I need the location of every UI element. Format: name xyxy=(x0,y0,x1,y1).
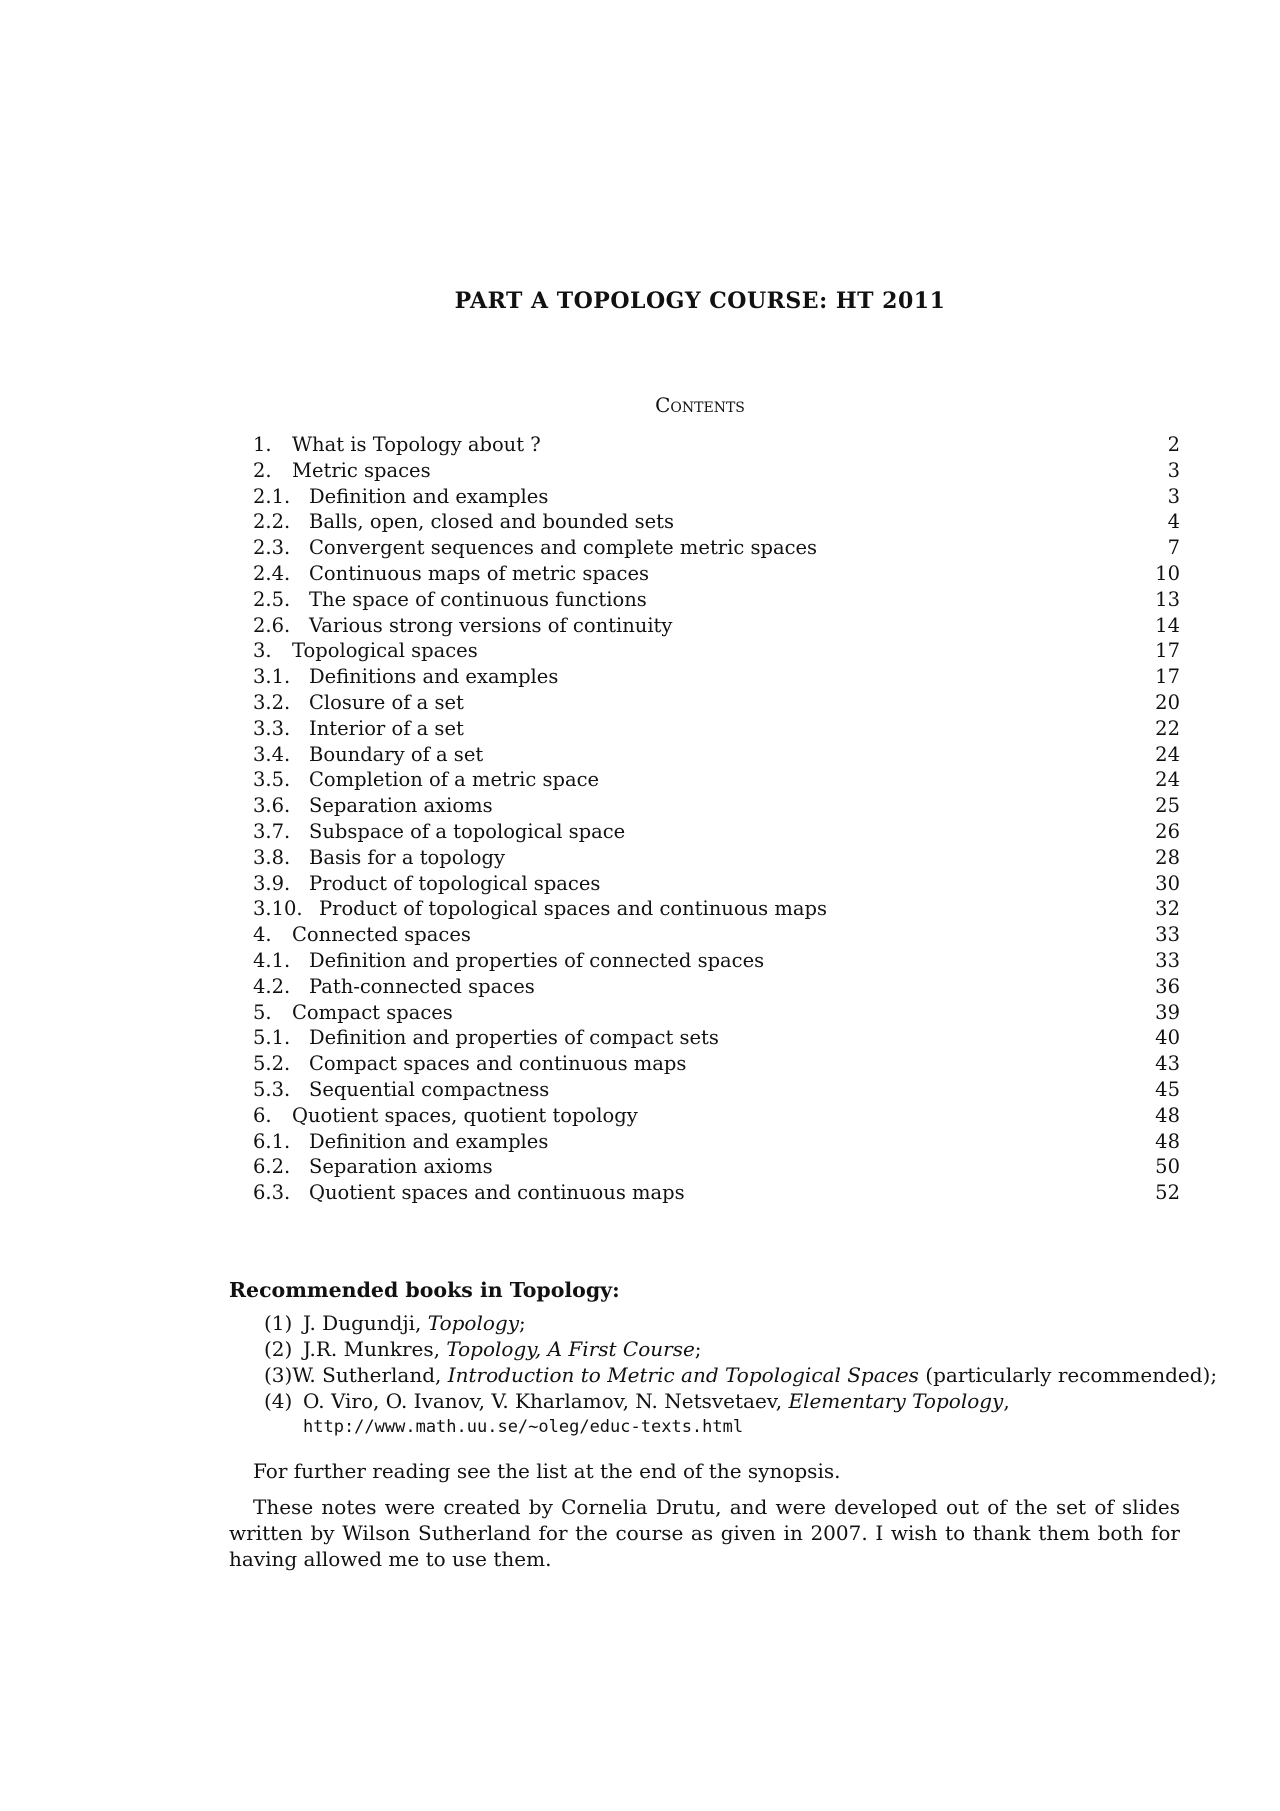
toc-entry-number: 3.7. xyxy=(253,819,291,843)
toc-entry-label: Connected spaces xyxy=(292,923,471,947)
toc-entry-label: Separation axioms xyxy=(309,794,493,818)
toc-entry-page: 36 xyxy=(1155,974,1180,998)
toc-entry-page: 22 xyxy=(1155,716,1180,740)
toc-entry-number: 3.1. xyxy=(253,665,291,689)
toc-entry-page: 3 xyxy=(1167,458,1180,482)
toc-entry-number: 5.2. xyxy=(253,1052,291,1076)
toc-entry-page: 30 xyxy=(1155,871,1180,895)
toc-entry-number: 6.2. xyxy=(253,1155,291,1179)
book-title: Elementary Topology xyxy=(788,1389,1004,1413)
toc-entry[interactable] xyxy=(253,638,1180,664)
toc-entry-page: 13 xyxy=(1155,587,1180,611)
toc-entry-page: 4 xyxy=(1167,510,1180,534)
book-title: Topology xyxy=(427,1311,519,1335)
book-item-text xyxy=(303,1388,1010,1414)
toc-entry-page: 26 xyxy=(1155,819,1180,843)
toc-entry-page: 43 xyxy=(1155,1052,1180,1076)
toc-entry-label: Closure of a set xyxy=(309,690,464,714)
toc-entry-label: Compact spaces and continuous maps xyxy=(309,1052,687,1076)
toc-entry[interactable] xyxy=(253,432,1180,458)
toc-entry-label: Product of topological spaces and continuous maps xyxy=(319,897,827,921)
acknowledgement-paragraph: These notes were created by Cornelia Drutu, and were developed out of the set of slides written by Wilson Sutherland for the course as given in 2007. I wish to thank them both for having allowed me to use them. xyxy=(229,1495,1180,1571)
toc-entry-number: 3.9. xyxy=(253,871,291,895)
book-item-number: (1) xyxy=(264,1311,293,1335)
toc-entry-label: Balls, open, closed and bounded sets xyxy=(309,510,674,534)
toc-entry-page: 20 xyxy=(1155,690,1180,714)
toc-entry[interactable] xyxy=(253,1051,1180,1077)
toc-entry-number: 2. xyxy=(253,458,272,482)
toc-entry-page: 50 xyxy=(1155,1155,1180,1179)
toc-entry[interactable] xyxy=(253,922,1180,948)
books-heading: Recommended books in Topology: xyxy=(229,1278,620,1302)
toc-entry-number: 6.3. xyxy=(253,1181,291,1205)
book-author: O. Viro, O. Ivanov, V. Kharlamov, N. Netsvetaev, xyxy=(303,1389,789,1413)
toc-entry-label: Various strong versions of continuity xyxy=(309,613,673,637)
toc-entry[interactable] xyxy=(253,1129,1180,1155)
toc-entry-label: Topological spaces xyxy=(292,639,478,663)
table-of-contents xyxy=(253,432,1180,1206)
toc-entry-label: Product of topological spaces xyxy=(309,871,601,895)
toc-entry-page: 25 xyxy=(1155,794,1180,818)
toc-entry-page: 24 xyxy=(1155,742,1180,766)
document-title: PART A TOPOLOGY COURSE: HT 2011 xyxy=(454,288,946,314)
toc-entry-label: The space of continuous functions xyxy=(309,587,647,611)
toc-entry[interactable] xyxy=(253,458,1180,484)
toc-entry-label: Sequential compactness xyxy=(309,1077,550,1101)
toc-entry-label: Continuous maps of metric spaces xyxy=(309,561,650,585)
toc-entry[interactable] xyxy=(253,1180,1180,1206)
book-note: (particularly recommended); xyxy=(918,1363,1218,1387)
toc-entry-label: Quotient spaces and continuous maps xyxy=(309,1181,685,1205)
toc-entry-number: 4.2. xyxy=(253,974,291,998)
toc-entry-label: Compact spaces xyxy=(292,1000,453,1024)
toc-entry-number: 2.5. xyxy=(253,587,291,611)
toc-entry-page: 39 xyxy=(1155,1000,1180,1024)
toc-entry-label: Basis for a topology xyxy=(309,845,505,869)
toc-entry-number: 5.1. xyxy=(253,1026,291,1050)
toc-entry-number: 4.1. xyxy=(253,948,291,972)
toc-entry-label: Separation axioms xyxy=(309,1155,493,1179)
toc-entry-label: Definition and properties of compact sets xyxy=(309,1026,719,1050)
toc-entry-number: 2.6. xyxy=(253,613,291,637)
toc-entry-number: 3. xyxy=(253,639,272,663)
book-item xyxy=(264,1336,1194,1362)
book-item-text xyxy=(303,1310,526,1336)
toc-entry[interactable] xyxy=(253,509,1180,535)
toc-entry-number: 2.3. xyxy=(253,536,291,560)
toc-entry[interactable] xyxy=(253,1103,1180,1129)
toc-entry[interactable] xyxy=(253,793,1180,819)
toc-entry-page: 45 xyxy=(1155,1077,1180,1101)
toc-entry-number: 3.5. xyxy=(253,768,291,792)
toc-entry-page: 40 xyxy=(1155,1026,1180,1050)
toc-entry[interactable] xyxy=(253,613,1180,639)
book-item-text xyxy=(292,1362,1217,1388)
toc-entry-number: 6. xyxy=(253,1103,272,1127)
toc-entry-page: 17 xyxy=(1155,665,1180,689)
toc-entry-label: Boundary of a set xyxy=(309,742,484,766)
toc-entry-label: Convergent sequences and complete metric spaces xyxy=(309,536,818,560)
toc-entry-page: 7 xyxy=(1167,536,1180,560)
toc-entry-label: What is Topology about ? xyxy=(292,433,541,456)
book-item-text xyxy=(303,1336,702,1362)
book-url-link[interactable]: http://www.math.uu.se/~oleg/educ-texts.html xyxy=(303,1417,744,1437)
toc-entry[interactable] xyxy=(253,845,1180,871)
toc-entry-label: Completion of a metric space xyxy=(309,768,600,792)
toc-entry[interactable] xyxy=(253,690,1180,716)
book-note: ; xyxy=(519,1311,526,1335)
toc-entry-label: Quotient spaces, quotient topology xyxy=(292,1103,638,1127)
contents-heading: Contents xyxy=(655,393,745,417)
toc-entry[interactable] xyxy=(253,1154,1180,1180)
toc-entry-label: Definition and properties of connected spaces xyxy=(309,948,765,972)
book-item-number: (4) xyxy=(264,1389,293,1413)
toc-entry-label: Definition and examples xyxy=(309,1129,549,1153)
toc-entry[interactable] xyxy=(253,767,1180,793)
book-title: Introduction to Metric and Topological Spaces xyxy=(447,1363,919,1387)
toc-entry-page: 33 xyxy=(1155,948,1180,972)
toc-entry-page: 2 xyxy=(1167,433,1180,456)
recommended-books-list xyxy=(264,1310,1218,1440)
further-reading-paragraph: For further reading see the list at the end of the synopsis. xyxy=(253,1459,841,1483)
toc-entry[interactable] xyxy=(253,484,1180,510)
toc-entry-label: Subspace of a topological space xyxy=(309,819,626,843)
toc-entry-number: 3.6. xyxy=(253,794,291,818)
toc-entry-number: 3.8. xyxy=(253,845,291,869)
toc-entry[interactable] xyxy=(253,561,1180,587)
toc-entry[interactable] xyxy=(253,948,1180,974)
toc-entry[interactable] xyxy=(253,1000,1180,1026)
toc-entry-page: 32 xyxy=(1155,897,1180,921)
toc-entry-number: 2.2. xyxy=(253,510,291,534)
book-item-number: (3) xyxy=(264,1363,293,1387)
toc-entry-page: 17 xyxy=(1155,639,1180,663)
toc-entry-page: 28 xyxy=(1155,845,1180,869)
toc-entry-number: 4. xyxy=(253,923,272,947)
toc-entry-number: 2.4. xyxy=(253,561,291,585)
book-note: , xyxy=(1003,1389,1010,1413)
toc-entry-number: 3.2. xyxy=(253,690,291,714)
toc-entry[interactable] xyxy=(253,587,1180,613)
toc-entry[interactable] xyxy=(253,535,1180,561)
toc-entry-number: 1. xyxy=(253,433,272,456)
book-author: W. Sutherland, xyxy=(292,1363,448,1387)
toc-entry[interactable] xyxy=(253,716,1180,742)
toc-entry[interactable] xyxy=(253,871,1180,897)
toc-entry-label: Interior of a set xyxy=(309,716,464,740)
book-title: Topology, A First Course xyxy=(446,1337,695,1361)
toc-entry-label: Definitions and examples xyxy=(309,665,559,689)
toc-entry-page: 52 xyxy=(1155,1181,1180,1205)
toc-entry-page: 3 xyxy=(1167,484,1180,508)
book-item-number: (2) xyxy=(264,1337,293,1361)
toc-entry-number: 3.3. xyxy=(253,716,291,740)
book-author: J. Dugundji, xyxy=(303,1311,428,1335)
toc-entry-number: 3.10. xyxy=(253,897,303,921)
toc-entry[interactable] xyxy=(253,819,1180,845)
toc-entry-page: 14 xyxy=(1155,613,1180,637)
toc-entry[interactable] xyxy=(253,974,1180,1000)
toc-entry[interactable] xyxy=(253,664,1180,690)
toc-entry-page: 48 xyxy=(1155,1103,1180,1127)
toc-entry-number: 2.1. xyxy=(253,484,291,508)
toc-entry[interactable] xyxy=(253,1025,1180,1051)
toc-entry-number: 5.3. xyxy=(253,1077,291,1101)
toc-entry[interactable] xyxy=(253,1077,1180,1103)
book-item xyxy=(264,1310,1194,1336)
book-author: J.R. Munkres, xyxy=(303,1337,447,1361)
toc-entry-label: Definition and examples xyxy=(309,484,549,508)
book-item xyxy=(264,1362,1218,1388)
toc-entry-page: 24 xyxy=(1155,768,1180,792)
toc-entry[interactable] xyxy=(253,896,1180,922)
toc-entry-number: 3.4. xyxy=(253,742,291,766)
toc-entry-number: 6.1. xyxy=(253,1129,291,1153)
toc-entry-label: Path-connected spaces xyxy=(309,974,535,998)
toc-entry[interactable] xyxy=(253,742,1180,768)
book-note: ; xyxy=(694,1337,702,1361)
toc-entry-label: Metric spaces xyxy=(292,458,431,482)
toc-entry-number: 5. xyxy=(253,1000,272,1024)
toc-entry-page: 10 xyxy=(1155,561,1180,585)
book-item xyxy=(264,1388,1194,1414)
toc-entry-page: 48 xyxy=(1155,1129,1180,1153)
toc-entry-page: 33 xyxy=(1155,923,1180,947)
